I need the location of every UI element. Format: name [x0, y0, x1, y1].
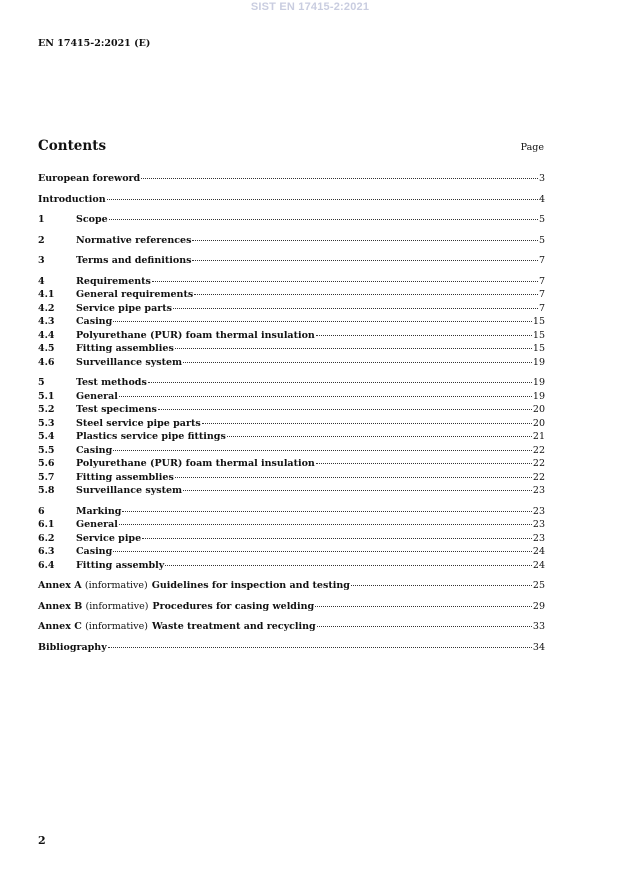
toc-group: [38, 254, 545, 268]
toc-entry-number: 1: [38, 214, 45, 225]
toc-entry-title: Surveillance system: [76, 485, 183, 496]
toc-entry-number: 6.1: [38, 519, 55, 530]
dot-leader: [107, 199, 538, 200]
dot-leader: [173, 308, 538, 309]
annex-id: Annex B: [38, 600, 83, 612]
toc-entry-title: Casing: [76, 444, 113, 456]
toc-entry[interactable]: [38, 545, 545, 559]
annex-label: [38, 600, 314, 614]
dot-leader: [141, 178, 538, 179]
toc-entry[interactable]: [38, 417, 545, 431]
toc-entry-page: 19: [532, 356, 545, 368]
toc-entry-number: 4.1: [38, 289, 55, 300]
toc-entry-page: 22: [532, 458, 545, 469]
toc-entry-number: 4.6: [38, 356, 55, 368]
footer-page-number: 2: [38, 834, 46, 847]
dot-leader: [227, 436, 532, 437]
toc-entry-title: Test methods: [76, 377, 147, 388]
toc-entry-title: Scope: [76, 214, 108, 225]
dot-leader: [109, 219, 538, 220]
toc-entry[interactable]: [38, 213, 545, 227]
toc-entry[interactable]: [38, 315, 545, 329]
dot-leader: [119, 396, 532, 397]
toc-entry[interactable]: [38, 444, 545, 458]
dot-leader: [158, 409, 532, 410]
toc-entry-number: 4: [38, 275, 45, 287]
toc-entry-page: 7: [538, 255, 545, 266]
toc-entry-page: 23: [532, 519, 545, 530]
page-column-label: Page: [520, 142, 544, 153]
table-of-contents: [38, 172, 545, 661]
dot-leader: [165, 565, 532, 566]
dot-leader: [192, 240, 538, 241]
toc-entry-title: Guidelines for inspection and testing: [151, 580, 350, 591]
toc-entry[interactable]: [38, 288, 545, 302]
document-id: EN 17415-2:2021 (E): [38, 38, 151, 49]
dot-leader: [113, 551, 532, 552]
dot-leader: [148, 382, 532, 383]
toc-entry[interactable]: [38, 471, 545, 485]
dot-leader: [142, 538, 532, 539]
toc-entry[interactable]: [38, 518, 545, 532]
toc-entry-title: Marking: [76, 505, 122, 517]
dot-leader: [122, 511, 531, 512]
dot-leader: [315, 606, 532, 607]
toc-entry-title: Casing: [76, 316, 113, 327]
toc-entry-number: 5: [38, 377, 45, 388]
toc-entry-title: Steel service pipe parts: [76, 417, 201, 429]
toc-entry-number: 4.4: [38, 329, 55, 341]
toc-entry-title: Normative references: [76, 234, 192, 246]
toc-entry-page: 7: [538, 275, 545, 287]
toc-entry-page: 5: [538, 234, 545, 246]
toc-entry-number: 5.8: [38, 485, 55, 496]
toc-entry[interactable]: [38, 302, 545, 316]
toc-entry-page: 7: [538, 302, 545, 314]
toc-entry-page: 19: [532, 377, 545, 388]
toc-entry[interactable]: [38, 172, 545, 186]
toc-entry[interactable]: [38, 579, 545, 593]
toc-entry[interactable]: [38, 559, 545, 573]
toc-entry-title: Terms and definitions: [76, 255, 192, 266]
toc-entry-title: General: [76, 390, 118, 402]
toc-group: [38, 641, 545, 655]
toc-entry[interactable]: [38, 430, 545, 444]
annex-label: [38, 579, 350, 593]
toc-entry[interactable]: [38, 620, 545, 634]
toc-entry[interactable]: [38, 600, 545, 614]
toc-entry-title: Fitting assembly: [76, 559, 165, 571]
toc-entry-title: Service pipe parts: [76, 302, 172, 314]
toc-entry-number: 2: [38, 234, 45, 246]
toc-entry-page: 25: [532, 580, 545, 591]
toc-entry-page: 24: [532, 559, 545, 571]
dot-leader: [175, 348, 532, 349]
toc-entry-title: Introduction: [38, 193, 106, 205]
toc-entry-page: 21: [532, 431, 545, 442]
toc-entry-page: 19: [532, 390, 545, 402]
toc-group: [38, 172, 545, 186]
toc-entry[interactable]: [38, 403, 545, 417]
toc-entry-title: Casing: [76, 546, 113, 557]
toc-entry-page: 34: [532, 641, 545, 653]
toc-entry-page: 29: [532, 600, 545, 612]
toc-entry-title: Fitting assemblies: [76, 471, 174, 483]
toc-entry-number: 4.5: [38, 343, 55, 354]
toc-entry-title: Procedures for casing welding: [152, 600, 315, 612]
dot-leader: [175, 477, 532, 478]
toc-entry-page: 24: [532, 546, 545, 557]
toc-entry-page: 20: [532, 417, 545, 429]
toc-entry-title: Requirements: [76, 275, 151, 287]
toc-entry-title: Bibliography: [38, 641, 107, 653]
toc-entry[interactable]: [38, 275, 545, 289]
toc-entry-page: 20: [532, 404, 545, 415]
toc-entry-title: Fitting assemblies: [76, 343, 174, 354]
toc-entry-number: 5.1: [38, 390, 55, 402]
toc-group: [38, 193, 545, 207]
toc-entry[interactable]: [38, 329, 545, 343]
toc-entry-number: 5.6: [38, 458, 55, 469]
dot-leader: [152, 281, 538, 282]
toc-entry-number: 6.2: [38, 532, 55, 544]
dot-leader: [316, 463, 532, 464]
toc-entry-page: 22: [532, 444, 545, 456]
dot-leader: [192, 260, 538, 261]
toc-entry-page: 22: [532, 471, 545, 483]
toc-group: [38, 620, 545, 634]
toc-entry-page: 23: [532, 485, 545, 496]
toc-group: [38, 376, 545, 498]
toc-entry[interactable]: [38, 376, 545, 390]
toc-entry-number: 6.4: [38, 559, 55, 571]
toc-entry-title: European foreword: [38, 173, 141, 184]
toc-entry[interactable]: [38, 641, 545, 655]
toc-entry-page: 5: [538, 214, 545, 225]
toc-group: [38, 579, 545, 593]
toc-entry[interactable]: [38, 342, 545, 356]
toc-group: [38, 505, 545, 573]
dot-leader: [351, 585, 532, 586]
toc-entry-number: 6.3: [38, 546, 55, 557]
watermark: SIST EN 17415-2:2021: [250, 1, 370, 13]
toc-group: [38, 275, 545, 370]
dot-leader: [183, 490, 532, 491]
dot-leader: [194, 294, 538, 295]
toc-group: [38, 213, 545, 227]
toc-group: [38, 234, 545, 248]
toc-entry-title: General: [76, 519, 118, 530]
toc-entry[interactable]: [38, 484, 545, 498]
annex-type: (informative): [85, 621, 148, 632]
toc-entry[interactable]: [38, 390, 545, 404]
toc-entry-title: Test specimens: [76, 404, 157, 415]
toc-entry-number: 6: [38, 505, 45, 517]
toc-entry[interactable]: [38, 457, 545, 471]
dot-leader: [113, 450, 532, 451]
toc-entry[interactable]: [38, 234, 545, 248]
toc-entry-title: Surveillance system: [76, 356, 183, 368]
toc-entry-page: 33: [532, 621, 545, 632]
toc-entry[interactable]: [38, 356, 545, 370]
toc-entry[interactable]: [38, 532, 545, 546]
toc-entry-title: Polyurethane (PUR) foam thermal insulation: [76, 458, 315, 469]
toc-entry-title: Waste treatment and recycling: [151, 621, 316, 632]
toc-entry-title: General requirements: [76, 289, 194, 300]
toc-entry-number: 5.3: [38, 417, 55, 429]
dot-leader: [113, 321, 532, 322]
dot-leader: [108, 647, 532, 648]
dot-leader: [183, 362, 532, 363]
toc-entry-number: 5.5: [38, 444, 55, 456]
annex-type: (informative): [84, 580, 148, 591]
toc-entry-title: Plastics service pipe fittings: [76, 431, 226, 442]
annex-label: [38, 620, 316, 634]
toc-entry-title: Polyurethane (PUR) foam thermal insulation: [76, 329, 315, 341]
toc-entry-page: 15: [532, 343, 545, 354]
toc-entry-title: Service pipe: [76, 532, 142, 544]
toc-entry-page: 15: [532, 316, 545, 327]
toc-entry-number: 5.7: [38, 471, 55, 483]
dot-leader: [316, 335, 532, 336]
toc-entry-number: 4.2: [38, 302, 55, 314]
annex-id: Annex C: [38, 621, 82, 632]
annex-type: (informative): [85, 600, 149, 612]
toc-entry-page: 3: [538, 173, 545, 184]
toc-group: [38, 600, 545, 614]
toc-entry[interactable]: [38, 193, 545, 207]
toc-entry[interactable]: [38, 505, 545, 519]
toc-entry-page: 7: [538, 289, 545, 300]
toc-entry-number: 5.2: [38, 404, 55, 415]
contents-heading: Contents: [38, 138, 107, 154]
toc-entry-page: 4: [538, 193, 545, 205]
dot-leader: [119, 524, 532, 525]
toc-entry-number: 3: [38, 255, 45, 266]
toc-entry-number: 5.4: [38, 431, 55, 442]
toc-entry[interactable]: [38, 254, 545, 268]
dot-leader: [202, 423, 532, 424]
annex-id: Annex A: [38, 580, 82, 591]
toc-entry-page: 15: [532, 329, 545, 341]
dot-leader: [317, 626, 532, 627]
toc-entry-number: 4.3: [38, 316, 55, 327]
toc-entry-page: 23: [532, 505, 545, 517]
toc-entry-page: 23: [532, 532, 545, 544]
